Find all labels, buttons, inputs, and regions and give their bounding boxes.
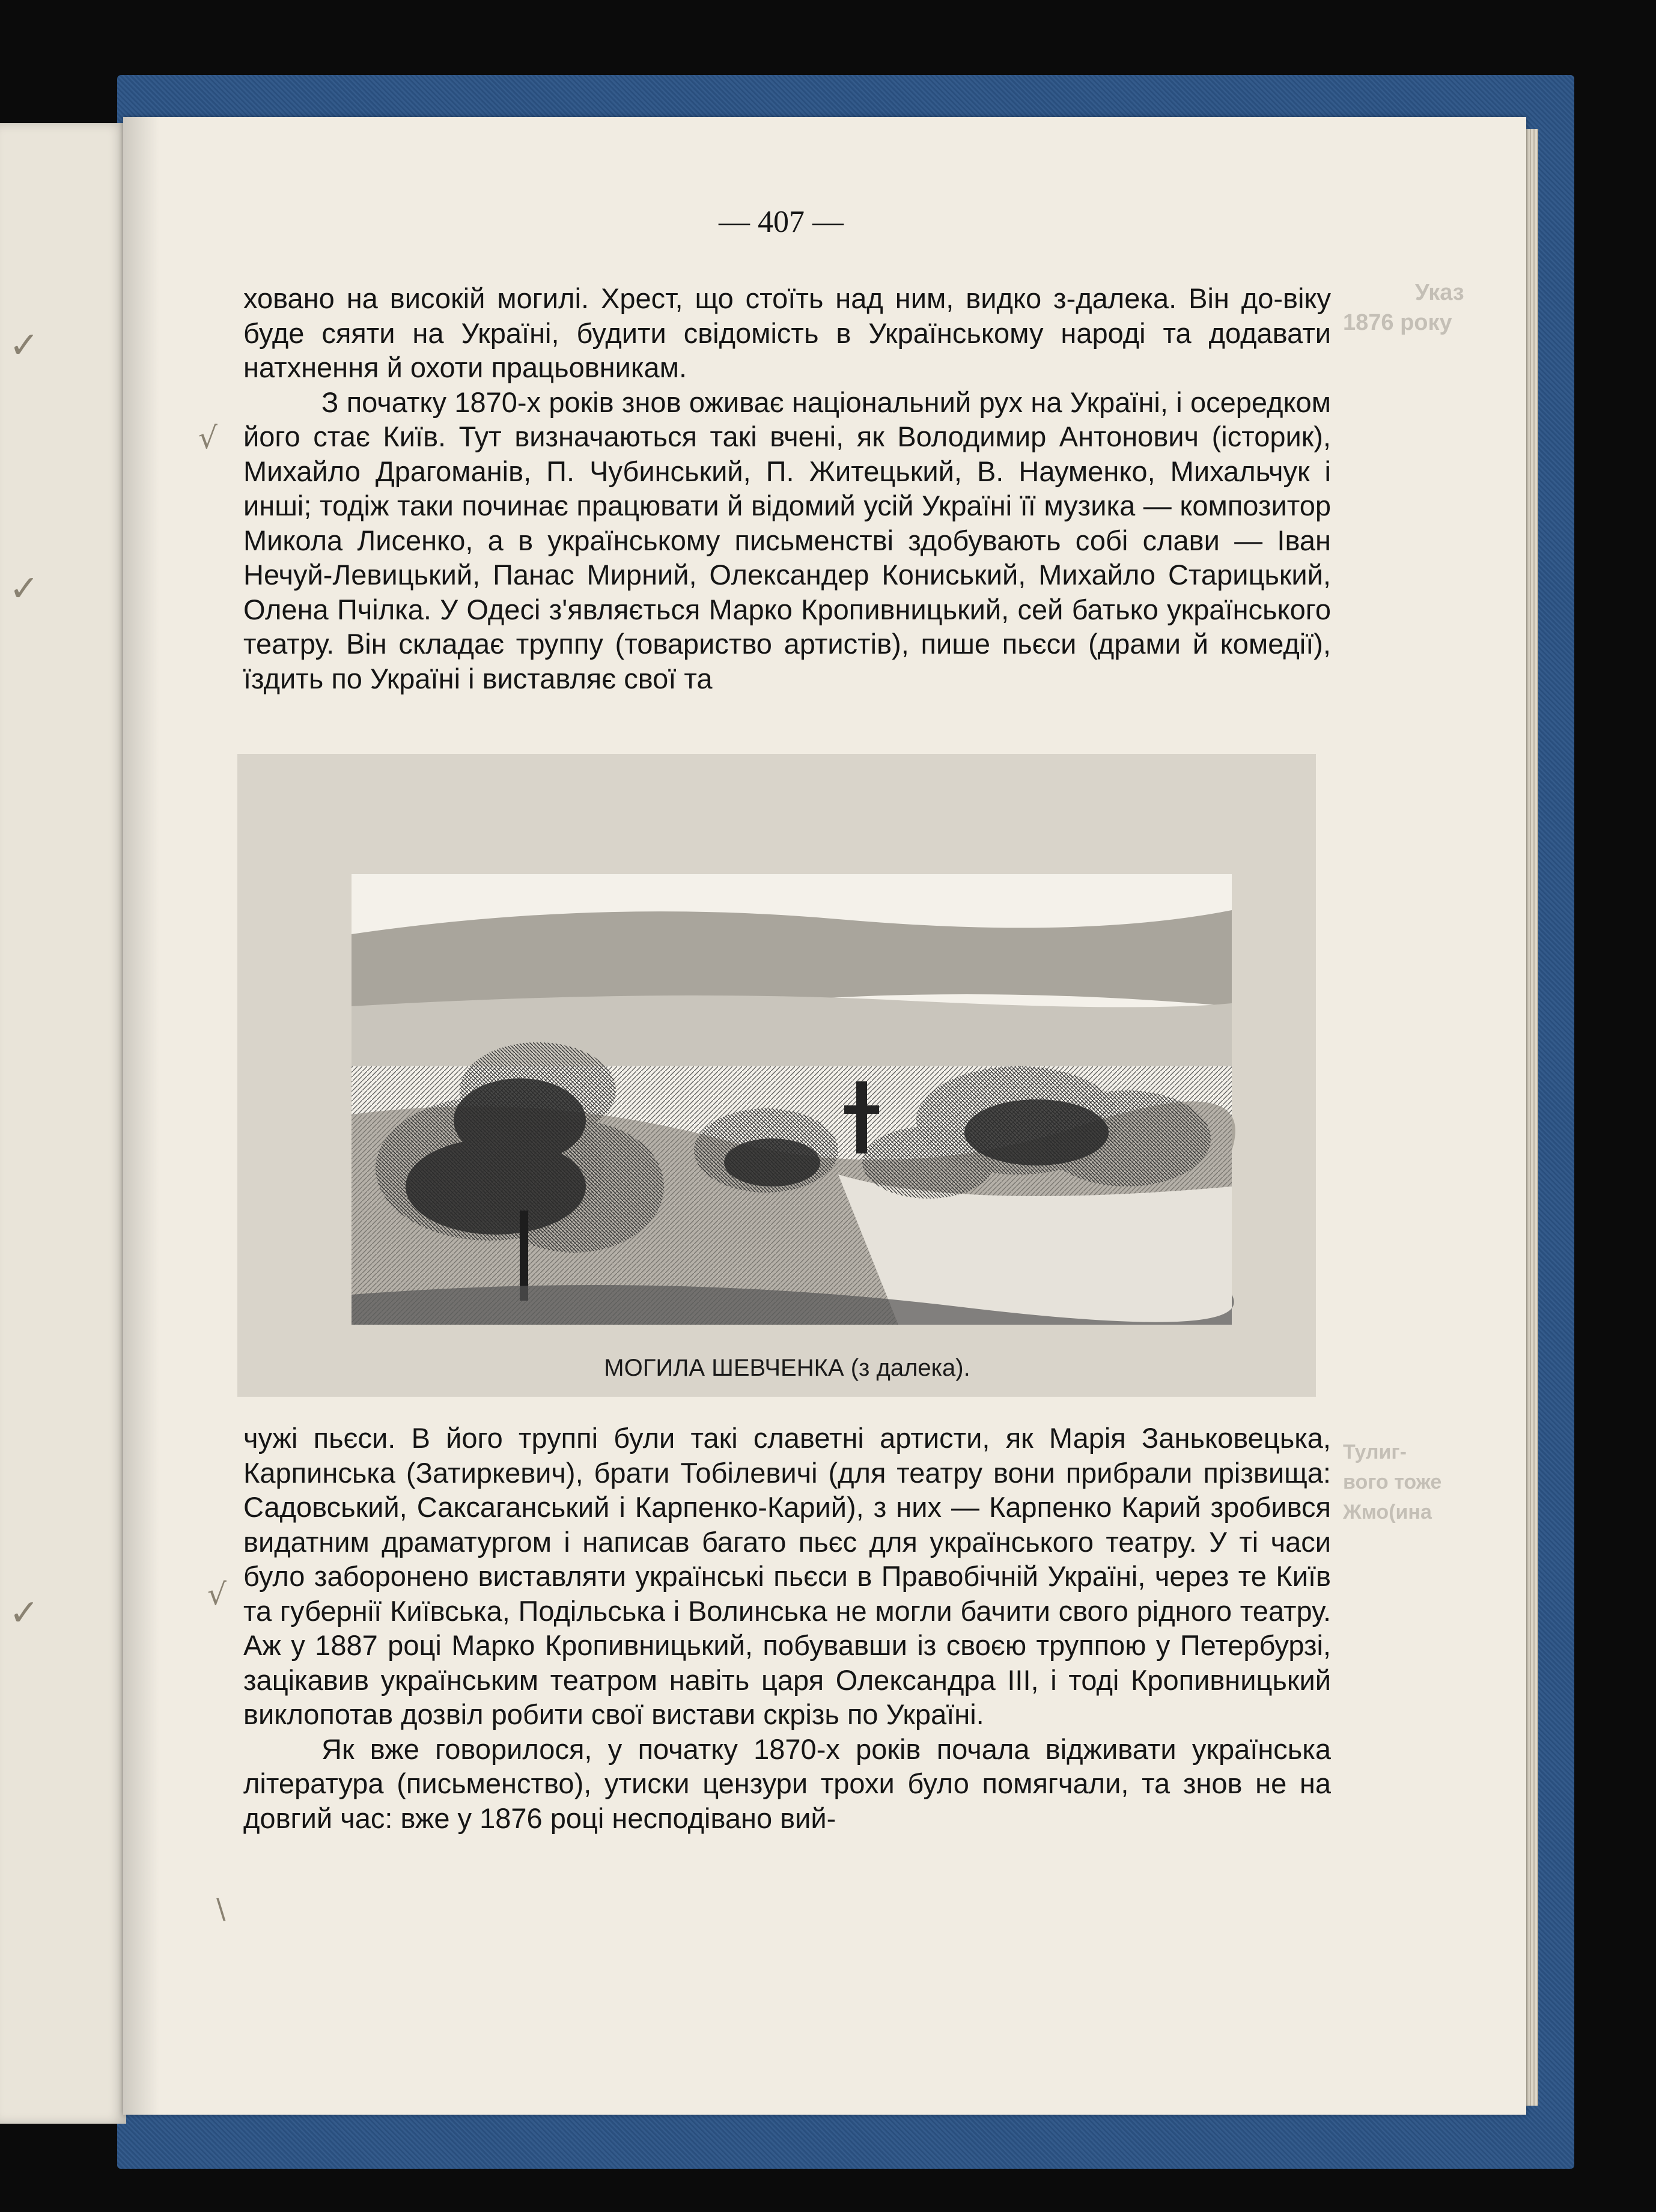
text-block-top [243,281,1331,696]
bleed-through-text [1343,276,1493,1524]
figure-shevchenko-grave [237,754,1316,1397]
paragraph: ховано на високій могилі. Хрест, що стоїть над ним, видко з-далека. Він до-віку буде сяяти на Україні, будити свідомість в Українському народі та додавати натхнення й охоти працьовникам. [243,282,1331,383]
pencil-tick-icon: ✓ [9,324,40,366]
bleed-line: Указ [1415,280,1464,305]
pencil-tick-icon: ✓ [9,568,40,610]
bleed-line: Жмо(ина [1343,1501,1432,1524]
page-number: — 407 — [719,205,844,239]
pencil-tick-icon: √ [207,1577,227,1612]
bleed-line: 1876 року [1343,310,1452,335]
text-block-bottom [243,1421,1331,1835]
pencil-tick-icon: √ [198,421,218,455]
pencil-tick-icon: ✓ [9,1592,40,1634]
paragraph: З початку 1870-х років знов оживає національний рух на Україні, і осередком його стає Київ. Тут визначаються такі вчені, як Володимир Антонович (історик), Михайло Драгоманів, П. Чубинський, П. Житецький, В. Науменко, Михальчук і инші; тодіж таки починає працювати й відомий усій Україні її музика — композитор Микола Лисенко, а в українському письменстві здобувають собі слави — Іван Нечуй-Левицький, Панас Мирний, Олександер Кониський, Михайло Старицький, Олена Пчілка. У Одесі з'являється Марко Кропивницький, сей батько українського театру. Він складає труппу (товариство артистів), пише пьєси (драми й комедії), їздить по Україні і виставляє свої та [243,386,1331,694]
bleed-line: вого тоже [1343,1471,1442,1493]
landscape-engraving [237,754,1316,1397]
bleed-line: Тулиг- [1343,1441,1407,1463]
paragraph: чужі пьєси. В його труппі були такі славетні артисти, як Марія Заньковецька, Карпинська (Затиркевич), брати Тобілевичі (для театру вони прибрали прізвища: Садовський, Саксаганський і Карпенко-Карий), з них — Карпенко Карий зробився видатним драматургом і написав багато пьєс для українського театру. У ті часи було заборонено виставляти українські пьєси в Правобічній Україні, через те Київ та губернії Київська, Подільська і Волинська не могли бачити свого рідного театру. Аж у 1887 році Марко Кропивницький, побувавши із своєю труппою у Петербурзі, зацікавив українським театром навіть царя Олександра III, і тоді Кропивницький виклопотав дозвіл робити свої вистави скрізь по Україні. [243,1422,1331,1730]
spine-shadow [123,117,159,2115]
left-page-edge [0,123,126,2124]
figure-caption: МОГИЛА ШЕВЧЕНКА (з далека). [604,1355,970,1381]
paragraph: Як вже говорилося, у початку 1870-х років почала відживати українська література (письменство), утиски цензури трохи було помягчали, та знов не на довгий час: вже у 1876 році несподівано вий- [243,1733,1331,1834]
pencil-tick-icon: \ [216,1892,226,1925]
